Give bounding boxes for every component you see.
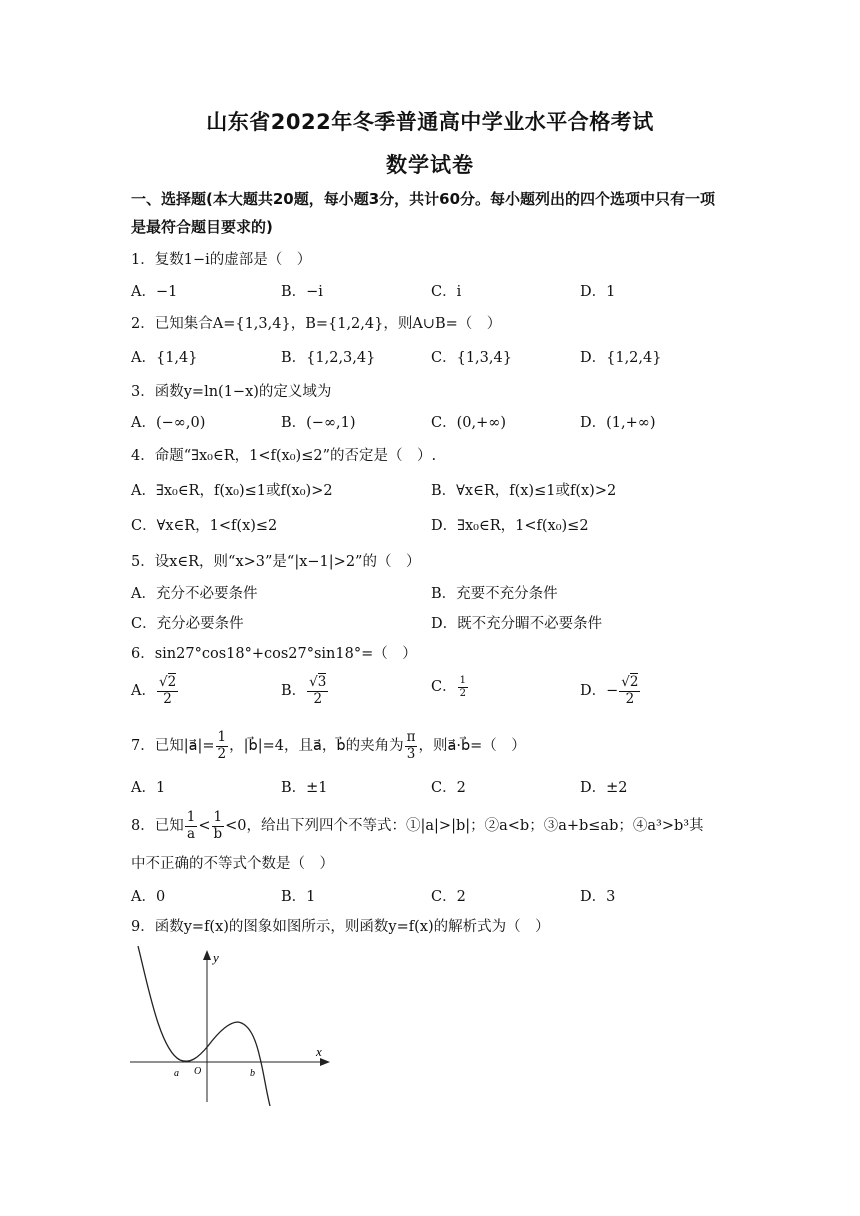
- question-4-option-a: A．∃x₀∈R，f(x₀)≤1或f(x₀)>2: [131, 483, 333, 499]
- denominator: 2: [459, 687, 466, 699]
- question-7-stem-part-1: 7．已知|a⃗|=: [131, 738, 215, 755]
- denominator: 2: [313, 690, 323, 707]
- question-2-option-d: D．{1,2,4}: [580, 350, 662, 366]
- exam-subtitle: 数学试卷: [386, 153, 474, 177]
- question-2-option-b: B．{1,2,3,4}: [281, 350, 376, 366]
- question-6-option-b-label: B．: [281, 683, 307, 700]
- sqrt3-over-2-fraction: $\frac{√3}{2}$: [309, 674, 327, 707]
- question-1-option-b: B．−i: [281, 284, 323, 300]
- one-over-a-fraction: [185, 810, 198, 842]
- question-7-stem-part-2: ，|b⃗|=4，且a⃗，b⃗的夹角为: [229, 738, 404, 755]
- question-1-stem: 1．复数1−i的虚部是（ ）: [131, 252, 312, 268]
- question-4-option-c: C．∀x∈R，1<f(x)≤2: [131, 518, 278, 534]
- question-3-option-a: A．(−∞,0): [131, 415, 206, 431]
- y-axis-label: y: [213, 950, 219, 965]
- radicand: 2: [167, 674, 177, 690]
- question-5-option-a: A．充分不必要条件: [131, 586, 258, 602]
- sqrt2-over-2-fraction: $\frac{√2}{2}$: [158, 674, 177, 707]
- question-6-stem: 6．sin27°cos18°+cos27°sin18°=（ ）: [131, 646, 417, 662]
- numerator: 1: [459, 675, 466, 686]
- question-6-option-d: [580, 675, 641, 707]
- denominator: a: [187, 825, 196, 842]
- question-7-stem: [131, 730, 526, 762]
- question-4-stem: 4．命题“∃x₀∈R，1<f(x₀)≤2”的否定是（ ）.: [131, 448, 437, 464]
- question-7-option-a: A．1: [131, 780, 166, 796]
- denominator: 2: [163, 690, 172, 707]
- less-than-sign: <: [198, 818, 211, 835]
- question-1-option-d: D．1: [580, 284, 616, 300]
- question-6-option-c-label: C．: [431, 679, 457, 695]
- section-heading-line-2: 是最符合题目要求的): [131, 218, 273, 236]
- question-6-option-a-label: A．: [131, 683, 156, 700]
- one-over-b-fraction: [211, 810, 224, 842]
- question-5-stem: 5．设x∈R，则“x>3”是“|x−1|>2”的（ ）: [131, 554, 421, 570]
- question-3-option-c: C．(0,+∞): [431, 415, 506, 431]
- question-9-stem: 9．函数y=f(x)的图象如图所示，则函数y=f(x)的解析式为（ ）: [131, 919, 550, 935]
- function-curve: [138, 946, 270, 1106]
- question-5-option-d: D．既不充分睸不必要条件: [431, 616, 603, 632]
- question-8-stem-part-2: <0，给出下列四个不等式：①|a|>|b|；②a<b；③a+b≤ab；④a³>b³其: [225, 818, 704, 835]
- question-6-option-c: [431, 675, 469, 699]
- point-b-label: b: [250, 1068, 255, 1079]
- radicand: 3: [317, 674, 327, 690]
- one-half-fraction: [216, 730, 229, 762]
- origin-label: O: [194, 1066, 202, 1077]
- one-half-fraction: [458, 675, 468, 699]
- question-7-option-d: D．±2: [580, 780, 628, 796]
- question-8-stem-part-1: 8．已知: [131, 818, 184, 835]
- numerator: π: [406, 729, 416, 745]
- pi-over-3-fraction: [405, 730, 418, 762]
- x-axis-arrow: [320, 1058, 330, 1066]
- question-4-option-d: D．∃x₀∈R，1<f(x₀)≤2: [431, 518, 589, 534]
- question-8-option-d: D．3: [580, 889, 616, 905]
- question-2-option-c: C．{1,3,4}: [431, 350, 512, 366]
- denominator: 3: [406, 745, 416, 762]
- denominator: 2: [217, 745, 227, 762]
- question-1-option-c: C．i: [431, 284, 462, 300]
- point-a-label: a: [174, 1068, 179, 1079]
- question-4-option-b: B．∀x∈R，f(x)≤1或f(x)>2: [431, 483, 617, 499]
- numerator: 1: [213, 809, 223, 825]
- question-5-option-c: C．充分必要条件: [131, 616, 244, 632]
- question-6-option-d-label: D．−: [580, 683, 619, 700]
- question-7-option-b: B．±1: [281, 780, 328, 796]
- question-3-option-b: B．(−∞,1): [281, 415, 356, 431]
- x-axis-label: x: [316, 1044, 322, 1059]
- question-2-option-a: A．{1,4}: [131, 350, 198, 366]
- radicand: 2: [629, 674, 639, 690]
- question-8-option-b: B．1: [281, 889, 316, 905]
- question-7-option-c: C．2: [431, 780, 466, 796]
- question-6-option-a: [131, 675, 179, 707]
- question-3-stem: 3．函数y=ln(1−x)的定义域为: [131, 384, 332, 400]
- question-1-option-a: A．−1: [131, 284, 178, 300]
- numerator: 1: [217, 729, 227, 745]
- question-7-stem-part-3: ，则a⃗·b⃗=（ ）: [418, 738, 526, 755]
- question-8-option-c: C．2: [431, 889, 466, 905]
- exam-title: 山东省2022年冬季普通高中学业水平合格考试: [206, 110, 654, 134]
- question-8-stem-line-2: 中不正确的不等式个数是（ ）: [131, 856, 334, 872]
- denominator: b: [213, 825, 223, 842]
- question-6-option-b: [281, 675, 329, 707]
- function-graph-figure: [126, 946, 336, 1106]
- y-axis-arrow: [203, 950, 211, 960]
- question-5-option-b: B．充要不充分条件: [431, 586, 558, 602]
- numerator: 1: [186, 809, 196, 825]
- question-8-stem: [131, 810, 704, 842]
- question-3-option-d: D．(1,+∞): [580, 415, 656, 431]
- question-8-option-a: A．0: [131, 889, 166, 905]
- question-2-stem: 2．已知集合A={1,3,4}，B={1,2,4}，则A∪B=（ ）: [131, 316, 502, 332]
- denominator: 2: [625, 690, 635, 707]
- sqrt2-over-2-fraction: $\frac{√2}{2}$: [621, 674, 639, 707]
- section-heading-line-1: 一、选择题(本大题共20题，每小题3分，共计60分。每小题列出的四个选项中只有一项: [131, 190, 716, 208]
